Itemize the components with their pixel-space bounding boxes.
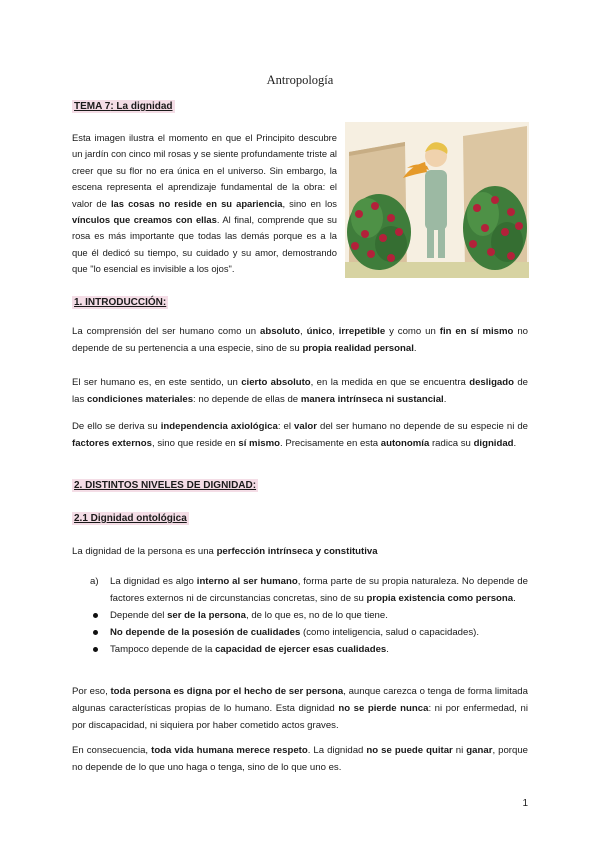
li0-text-2: , forma parte de su propia naturaleza. No depende de factores externos ni de circunstancias concretas, sino de su <box>110 576 528 604</box>
list-item <box>90 624 528 641</box>
p1-bold-4: fin en sí mismo <box>439 326 514 337</box>
p3-text-7: . <box>513 438 517 449</box>
p1-text-6: . <box>413 343 417 354</box>
intro-bold-1: las cosas no reside en su apariencia <box>110 197 283 209</box>
p4-bold-1: toda persona es digna por el hecho de ser persona <box>110 686 344 697</box>
li3-text-2: . <box>386 644 389 655</box>
list-item <box>90 607 528 624</box>
section-1-title: 1. INTRODUCCIÓN: <box>74 297 167 308</box>
li0-bold-1: interno al ser humano <box>196 576 298 587</box>
p4-text-1: Por eso, <box>72 686 111 697</box>
lead-text-1: La dignidad de la persona es una <box>72 546 217 557</box>
p3-text-5: . Precisamente en esta <box>279 438 381 449</box>
intro-paragraph-2 <box>72 374 528 408</box>
li1-bold-1: ser de la persona <box>167 610 246 621</box>
p2-bold-3: condiciones materiales <box>86 394 194 405</box>
p1-text-1: La comprensión del ser humano como un <box>72 326 260 337</box>
p3-text-3: del ser humano no depende de su especie ni de <box>316 421 529 432</box>
p2-text-5: . <box>443 394 447 405</box>
p2-text-4: : no depende de ellas de <box>193 394 301 405</box>
li0-bold-2: propia existencia como persona <box>366 593 514 604</box>
p5-bold-1: toda vida humana merece respeto <box>151 745 308 756</box>
p3-bold-5: autonomía <box>380 438 430 449</box>
li2-text-1: (como inteligencia, salud o capacidades). <box>300 627 479 638</box>
p2-text-2: , en la medida en que se encuentra <box>310 377 470 388</box>
p5-bold-2: no se puede quitar <box>366 745 453 756</box>
p3-bold-3: factores externos <box>72 438 152 449</box>
list-item <box>90 641 528 658</box>
p1-bold-3: irrepetible <box>338 326 386 337</box>
p1-text-5: no depende de su pertenencia a una especie, sino de su <box>72 326 528 354</box>
dignity-characteristics-list <box>90 573 528 658</box>
subsection-2-1-heading <box>72 513 189 524</box>
dignity-paragraph-1 <box>72 683 528 734</box>
p1-bold-1: absoluto <box>260 326 300 337</box>
p2-bold-2: desligado <box>469 377 514 388</box>
p2-bold-4: manera intrínseca ni sustancial <box>300 394 444 405</box>
p1-bold-5: propia realidad personal <box>302 343 414 354</box>
li0-text-1: La dignidad es algo <box>110 576 197 587</box>
p1-bold-2: único <box>306 326 333 337</box>
bullet-icon <box>93 647 98 652</box>
tema-heading <box>72 101 175 112</box>
li1-text-2: , de lo que es, no de lo que tiene. <box>246 610 388 621</box>
intro-paragraph-1 <box>72 323 528 357</box>
p5-text-2: . La dignidad <box>307 745 367 756</box>
p1-text-3: , <box>332 326 339 337</box>
intro-paragraph-3 <box>72 418 528 452</box>
section-2-title: 2. DISTINTOS NIVELES DE DIGNIDAD: <box>74 480 257 491</box>
li2-bold-1: No depende de la posesión de cualidades <box>110 627 301 638</box>
subsection-2-1-title: 2.1 Dignidad ontológica <box>74 513 187 524</box>
lead-bold-1: perfección intrínseca y constitutiva <box>216 546 378 557</box>
li1-text-1: Depende del <box>110 610 168 621</box>
p2-text-3: de las <box>72 377 529 405</box>
p3-bold-6: dignidad <box>473 438 514 449</box>
p1-text-4: y como un <box>385 326 440 337</box>
list-item <box>90 573 528 607</box>
intro-text-3: . Al final, comprende que su rosa es más importante que todas las demás porque es a la que él dedicó su tiempo, su cuidado y su amor, demostrando que "lo esencial es invisible a los ojos". <box>72 214 338 275</box>
ontological-dignity-lead <box>72 543 528 560</box>
left-rose-bush <box>347 194 411 270</box>
p4-text-3: : ni por enfermedad, ni por discapacidad, ni siquiera por haber cometido actos graves. <box>72 703 528 731</box>
li0-text-3: . <box>513 593 516 604</box>
p5-text-3: ni <box>452 745 467 756</box>
little-prince-garden-illustration <box>345 122 529 278</box>
tema-number: TEMA 7 <box>74 101 111 112</box>
intro-bold-2: vínculos que creamos con ellas <box>72 214 217 226</box>
li3-text-1: Tampoco depende de la <box>110 644 216 655</box>
p3-text-2: : el <box>277 421 295 432</box>
p4-bold-2: no se pierde nunca <box>338 703 429 714</box>
right-rose-bush <box>463 186 527 270</box>
intro-text-2: , sino en los <box>282 197 337 209</box>
p3-text-1: De ello se deriva su <box>72 421 161 432</box>
p5-text-4: , porque no depende de lo que uno haga o tenga, sino de lo que uno es. <box>72 745 528 773</box>
section-1-heading <box>72 297 168 308</box>
p3-bold-1: independencia axiológica <box>160 421 278 432</box>
bullet-icon <box>93 630 98 635</box>
p5-bold-3: ganar <box>466 745 493 756</box>
li3-bold-1: capacidad de ejercer esas cualidades <box>215 644 387 655</box>
p2-text-1: El ser humano es, en este sentido, un <box>72 377 242 388</box>
p3-bold-2: valor <box>294 421 317 432</box>
bullet-icon <box>93 613 98 618</box>
p3-text-6: radica su <box>429 438 474 449</box>
tema-title: : La dignidad <box>110 101 173 112</box>
page-header: Antropología <box>266 73 334 87</box>
page-number: 1 <box>522 798 528 809</box>
section-2-heading <box>72 480 258 491</box>
p4-text-2: , aunque carezca o tenga de forma limitada algunas características propias de lo humano. Esta dignidad <box>72 686 528 714</box>
p1-text-2: , <box>299 326 307 337</box>
intro-text-1: Esta imagen ilustra el momento en que el Principito descubre un jardín con cinco mil rosas y se siente profundamente triste al creer que su flor no era única en el universo. Sin embargo, la escena representa el aprendizaje fundamental de la obra: el valor de <box>72 132 337 209</box>
p5-text-1: En consecuencia, <box>72 745 152 756</box>
dignity-paragraph-2 <box>72 742 528 776</box>
list-marker: a) <box>90 576 99 587</box>
p3-text-4: , sino que reside en <box>151 438 239 449</box>
p3-bold-4: sí mismo <box>238 438 280 449</box>
p2-bold-1: cierto absoluto <box>241 377 311 388</box>
image-description <box>72 130 337 278</box>
